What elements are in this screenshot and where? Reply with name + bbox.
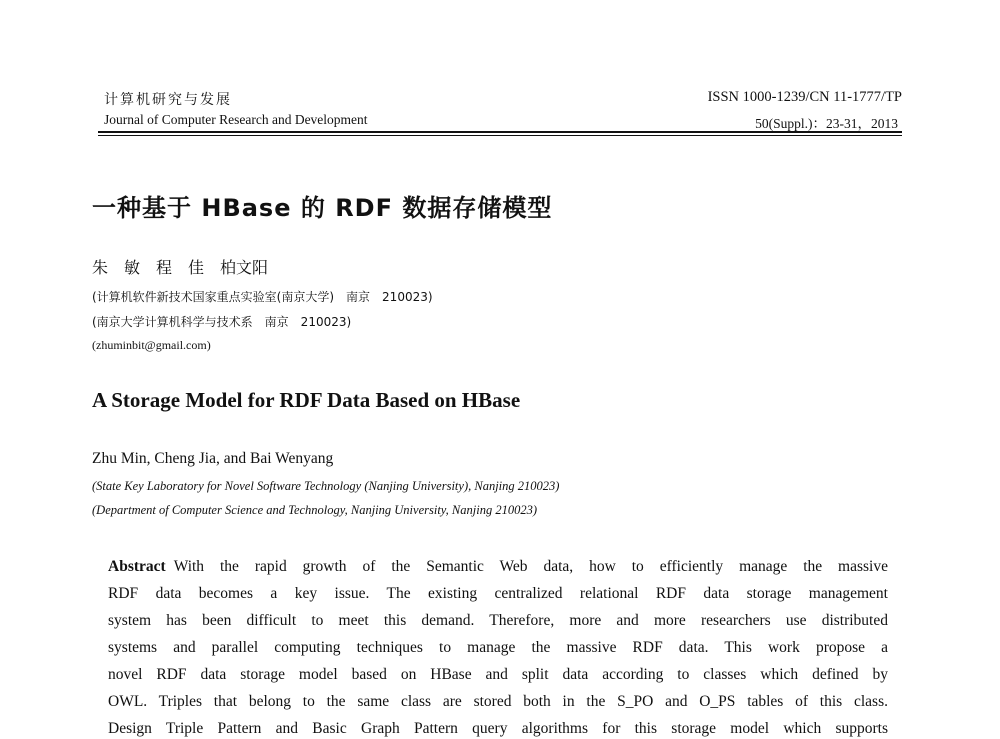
- abstract-line-text: With the rapid growth of the Semantic Web data, how to efficiently manage the massive: [173, 558, 888, 575]
- issn: ISSN 1000-1239/CN 11-1777/TP: [707, 89, 902, 105]
- paper-title-en: A Storage Model for RDF Data Based on HBase: [92, 388, 521, 412]
- issue-info: 50(Suppl.)：23-31，2013: [755, 116, 898, 131]
- abstract-line: Design Triple Pattern and Basic Graph Pattern query algorithms for this storage model which supports: [108, 720, 888, 737]
- affiliation-en: (Department of Computer Science and Technology, Nanjing University, Nanjing 210023): [92, 503, 537, 517]
- journal-name-en: Journal of Computer Research and Development: [104, 112, 368, 127]
- header-rule-thick: [98, 131, 902, 133]
- author-email: (zhuminbit@gmail.com): [92, 338, 211, 352]
- abstract-line: RDF data becomes a key issue. The existing centralized relational RDF data storage management: [108, 585, 888, 602]
- affiliation-cn: (南京大学计算机科学与技术系 南京 210023): [92, 315, 352, 329]
- journal-name-cn: 计算机研究与发展: [104, 92, 232, 108]
- abstract-line: [108, 553, 888, 580]
- abstract-line: systems and parallel computing techniques to manage the massive RDF data. This work propose a: [108, 639, 888, 656]
- abstract-line: novel RDF data storage model based on HBase and split data according to classes which defined by: [108, 666, 888, 683]
- affiliation-en: (State Key Laboratory for Novel Software Technology (Nanjing University), Nanjing 210023): [92, 479, 560, 493]
- abstract-label: Abstract: [108, 558, 166, 575]
- authors-cn: 朱 敏 程 佳 柏文阳: [92, 258, 269, 277]
- paper-title-cn: 一种基于 HBase 的 RDF 数据存储模型: [92, 194, 553, 222]
- authors-en: Zhu Min, Cheng Jia, and Bai Wenyang: [92, 450, 334, 467]
- header-rule-thin: [98, 135, 902, 136]
- abstract-line: OWL. Triples that belong to the same class are stored both in the S_PO and O_PS tables of this class.: [108, 693, 888, 710]
- abstract: [108, 553, 888, 739]
- affiliation-cn: (计算机软件新技术国家重点实验室(南京大学) 南京 210023): [92, 290, 433, 304]
- abstract-line: system has been difficult to meet this demand. Therefore, more and more researchers use distributed: [108, 612, 888, 629]
